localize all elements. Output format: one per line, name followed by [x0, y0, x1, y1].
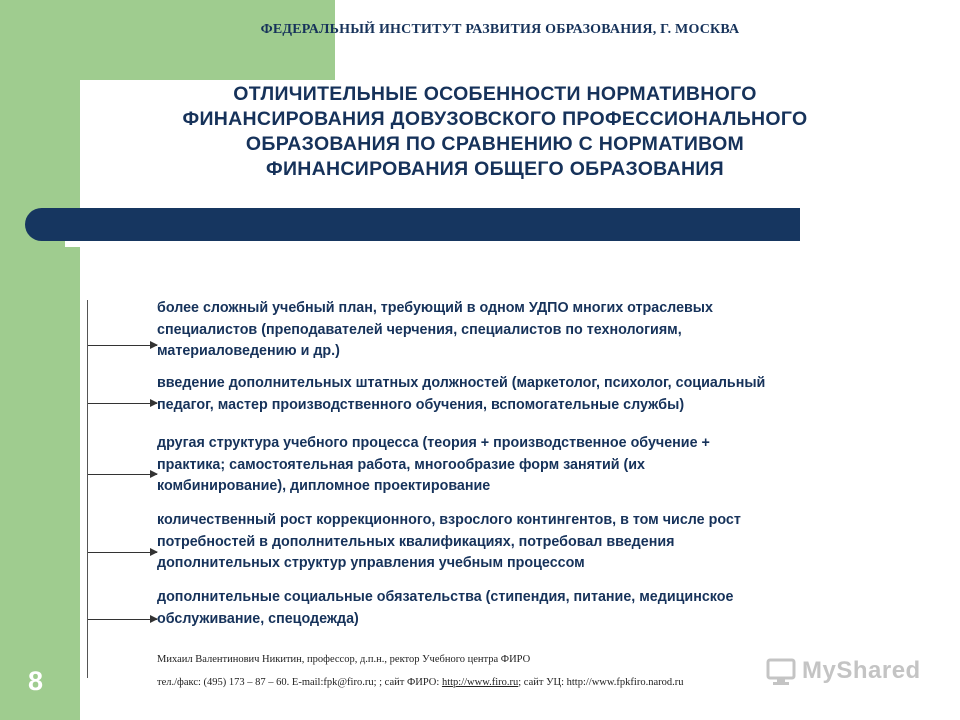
arrow-icon	[88, 552, 157, 553]
list-item-text: другая структура учебного процесса (теория + производственное обучение + практика; самостоятельная работа, многообразие форм занятий (их комбинирование), дипломное проектирование	[157, 435, 710, 494]
list-item-text: количественный рост коррекционного, взрослого контингентов, в том числе рост потребностей в дополнительных квалификациях, потребовал введения дополнительных структур управления учебным процессом	[157, 512, 741, 571]
arrow-icon	[88, 403, 157, 404]
institute-header: ФЕДЕРАЛЬНЫЙ ИНСТИТУТ РАЗВИТИЯ ОБРАЗОВАНИЯ, Г. МОСКВА	[260, 22, 740, 37]
uc-site-text: http://www.fpkfirо.narod.ru	[566, 677, 684, 688]
title-line: ФИНАНСИРОВАНИЯ ОБЩЕГО ОБРАЗОВАНИЯ	[266, 158, 724, 180]
list-item	[157, 433, 857, 498]
green-header-band	[0, 0, 335, 80]
list-item	[157, 587, 857, 630]
firo-site-link[interactable]: http://www.firo.ru	[441, 677, 519, 688]
contacts-mid: ; сайт УЦ:	[518, 677, 567, 688]
author-credit: Михаил Валентинович Никитин, профессор, д.п.н., ректор Учебного центра ФИРО	[157, 654, 531, 665]
list-item-text: введение дополнительных штатных должностей (маркетолог, психолог, социальный педагог, мастер производственного обучения, вспомогательные службы)	[157, 375, 766, 413]
arrow-icon	[88, 619, 157, 620]
watermark-text: MyShared	[802, 657, 921, 684]
title-line: ОТЛИЧИТЕЛЬНЫЕ ОСОБЕННОСТИ НОРМАТИВНОГО	[233, 83, 757, 105]
title-divider-bar	[25, 208, 800, 241]
watermark-logo	[766, 656, 921, 686]
list-item	[157, 373, 857, 416]
bracket-vertical-line	[87, 300, 88, 678]
contacts-prefix: тел./факс: (495) 173 – 87 – 60. E-mail:fpk@firo.ru; ; сайт ФИРО:	[157, 677, 442, 688]
list-item-text: дополнительные социальные обязательства (стипендия, питание, медицинское обслуживание, спецодежда)	[157, 589, 734, 627]
page-number: 8	[28, 666, 44, 696]
green-sidebar	[0, 0, 80, 720]
divider-underline-gap	[65, 241, 800, 247]
arrow-icon	[88, 474, 157, 475]
slide-title	[100, 82, 890, 182]
title-line: ФИНАНСИРОВАНИЯ ДОВУЗОВСКОГО ПРОФЕССИОНАЛЬНОГО	[182, 108, 808, 130]
contact-info	[157, 677, 683, 688]
list-item	[157, 298, 857, 363]
arrow-icon	[88, 345, 157, 346]
list-item-text: более сложный учебный план, требующий в одном УДПО многих отраслевых специалистов (преподавателей черчения, специалистов по технологиям, материаловедению и др.)	[157, 300, 713, 359]
presentation-icon	[766, 656, 796, 686]
title-line: ОБРАЗОВАНИЯ ПО СРАВНЕНИЮ С НОРМАТИВОМ	[245, 133, 745, 155]
list-item	[157, 510, 857, 575]
